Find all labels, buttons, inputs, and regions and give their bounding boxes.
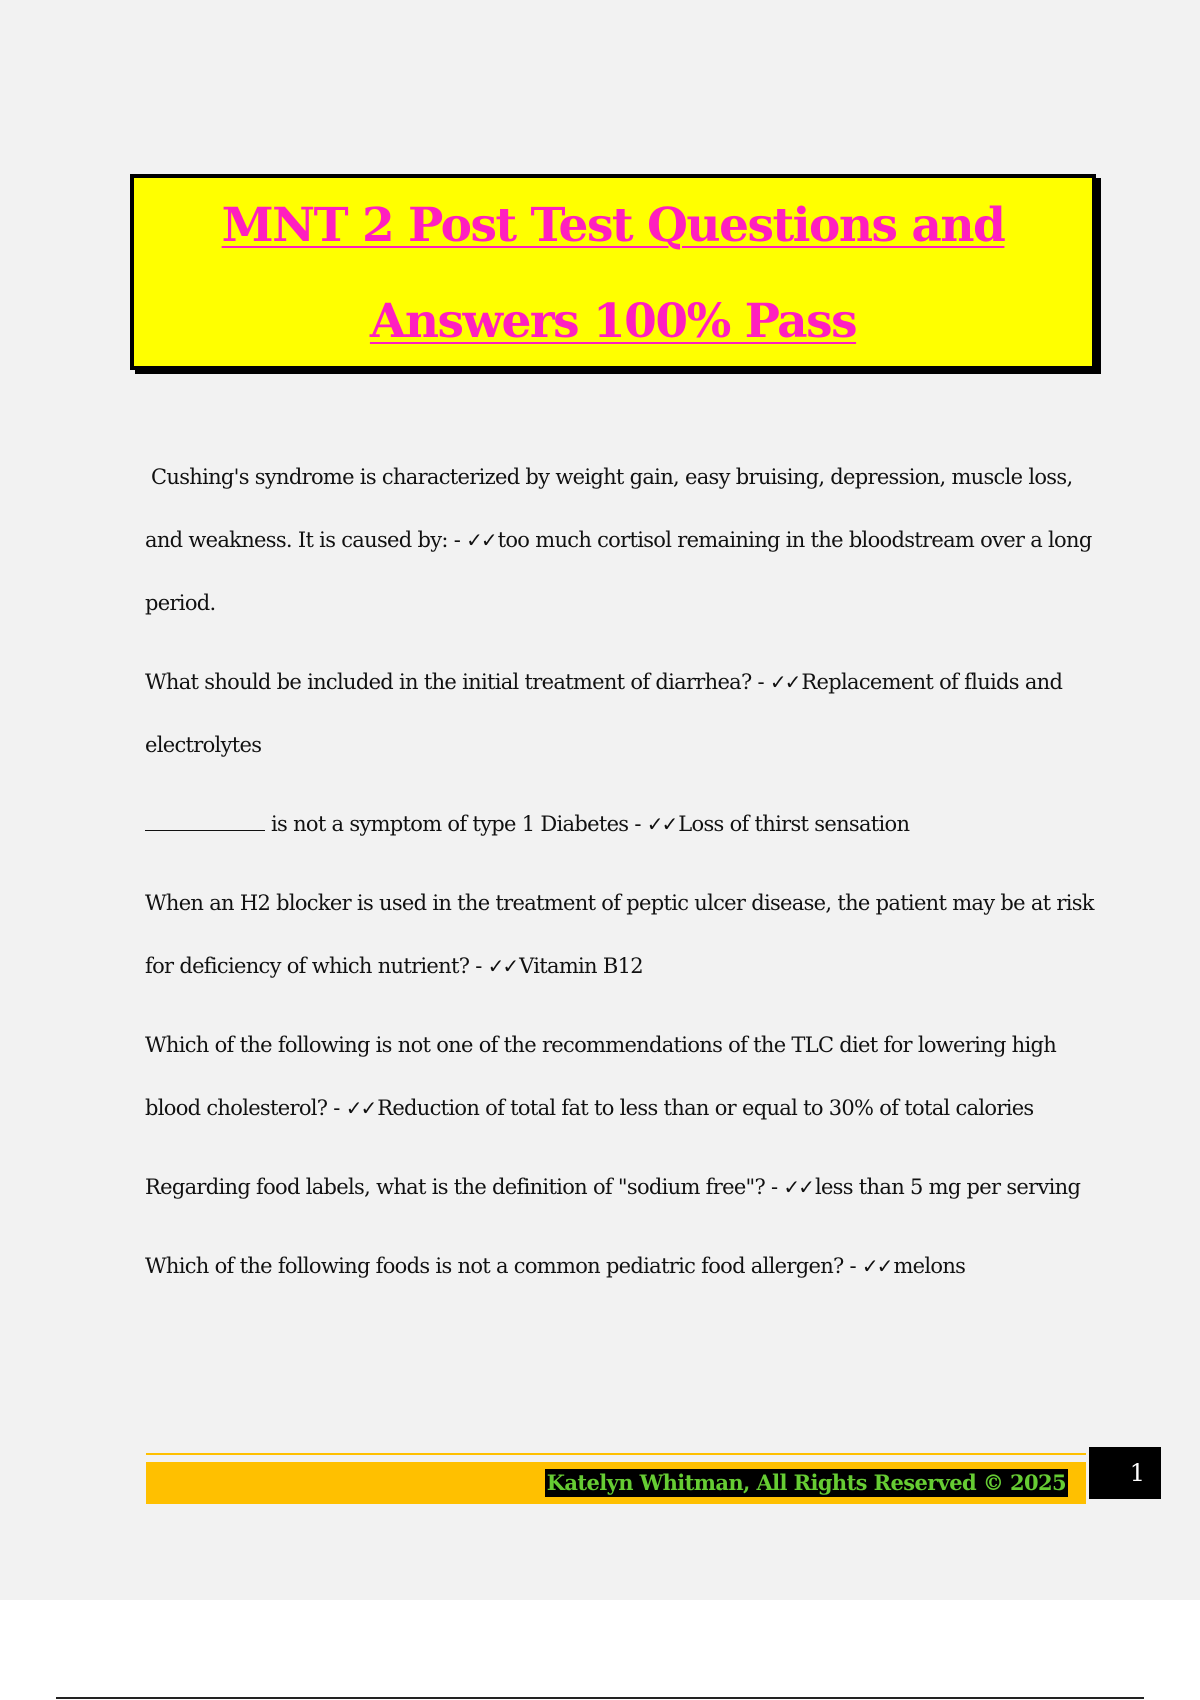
qa-item <box>145 446 1095 635</box>
footer-copyright: Katelyn Whitman, All Rights Reserved © 2025 <box>546 1470 1066 1495</box>
qa-item <box>145 651 1095 777</box>
question-text: Cushing's syndrome is characterized by weight gain, easy bruising, depression, muscle loss, and weakness. It is caused by: - <box>145 465 1073 552</box>
answer-text: Replacement of fluids and electrolytes <box>145 670 1063 757</box>
answer-text: Loss of thirst sensation <box>678 812 910 836</box>
question-text: When an H2 blocker is used in the treatment of peptic ulcer disease, the patient may be at risk for deficiency of which nutrient? - <box>145 891 1094 978</box>
answer-text: melons <box>893 1254 966 1278</box>
page-number: 1 <box>1089 1447 1161 1499</box>
double-check-icon: ✓✓ <box>345 1096 376 1120</box>
answer-text: less than 5 mg per serving <box>814 1175 1081 1199</box>
title-line-1: MNT 2 Post Test Questions and <box>221 198 1005 253</box>
qa-item <box>145 1156 1095 1219</box>
question-text: Which of the following foods is not a common pediatric food allergen? - <box>145 1254 862 1278</box>
fill-in-blank <box>145 812 265 831</box>
answer-text: Vitamin B12 <box>519 954 643 978</box>
qa-item <box>145 872 1095 998</box>
double-check-icon: ✓✓ <box>646 812 677 836</box>
question-text: is not a symptom of type 1 Diabetes - <box>271 812 647 836</box>
answer-text: Reduction of total fat to less than or equal to 30% of total calories <box>377 1096 1034 1120</box>
title-banner <box>130 174 1096 370</box>
qa-item <box>145 1014 1095 1140</box>
title-line-2: Answers 100% Pass <box>369 294 857 349</box>
qa-item <box>145 1235 1095 1298</box>
question-text: What should be included in the initial treatment of diarrhea? - <box>145 670 770 694</box>
double-check-icon: ✓✓ <box>783 1175 813 1199</box>
qa-list <box>145 446 1095 1314</box>
question-text: Which of the following is not one of the recommendations of the TLC diet for lowering high blood cholesterol? - <box>145 1033 1057 1120</box>
question-text: Regarding food labels, what is the definition of "sodium free"? - <box>145 1175 784 1199</box>
qa-item <box>145 793 1095 856</box>
footer-bar <box>146 1462 1086 1504</box>
double-check-icon: ✓✓ <box>861 1254 892 1278</box>
double-check-icon: ✓✓ <box>487 954 518 978</box>
page-bottom-divider <box>56 1697 1144 1699</box>
footer-divider <box>146 1453 1086 1455</box>
answer-text: too much cortisol remaining in the bloodstream over a long period. <box>145 528 1092 615</box>
double-check-icon: ✓✓ <box>769 670 800 694</box>
double-check-icon: ✓✓ <box>466 528 496 552</box>
